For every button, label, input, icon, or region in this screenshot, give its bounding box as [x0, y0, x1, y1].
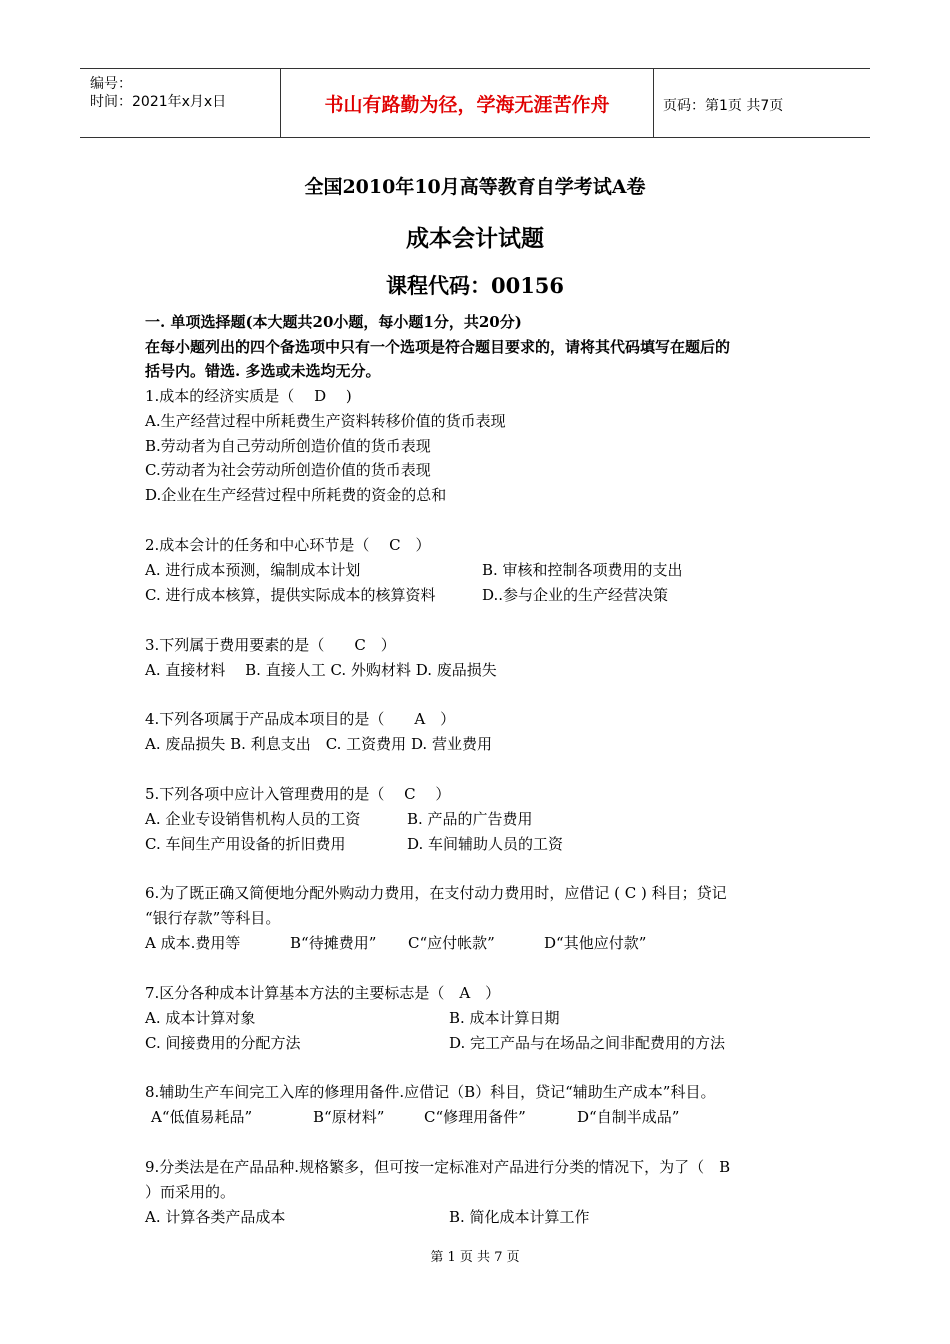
- q7-stem: 7.区分各种成本计算基本方法的主要标志是（ A ）: [145, 984, 501, 1002]
- q9-option-b: B. 简化成本计算工作: [449, 1208, 590, 1226]
- q5-option-c: C. 车间生产用设备的折旧费用: [145, 835, 346, 853]
- q5-stem: 5.下列各项中应计入管理费用的是（ C ）: [145, 785, 451, 803]
- q2-option-a: A. 进行成本预测，编制成本计划: [145, 561, 361, 579]
- q6-stem-line-1: 6.为了既正确又简便地分配外购动力费用，在支付动力费用时，应借记 ( C ) 科目；贷记: [145, 884, 727, 902]
- q1-option-a: A.生产经营过程中所耗费生产资料转移价值的货币表现: [145, 412, 506, 430]
- q2-option-b: B. 审核和控制各项费用的支出: [482, 561, 683, 579]
- q3-options: A. 直接材料 B. 直接人工 C. 外购材料 D. 废品损失: [145, 661, 497, 679]
- header-mid-cell: [280, 69, 654, 137]
- q5-option-b: B. 产品的广告费用: [407, 810, 533, 828]
- q4-options: A. 废品损失 B. 利息支出 C. 工资费用 D. 营业费用: [145, 735, 492, 753]
- q7-option-b: B. 成本计算日期: [449, 1009, 560, 1027]
- q1-option-c: C.劳动者为社会劳动所创造价值的货币表现: [145, 461, 431, 479]
- q5-option-d: D. 车间辅助人员的工资: [407, 835, 564, 853]
- motto: 书山有路勤为径，学海无涯苦作舟: [324, 94, 610, 116]
- q7-option-a: A. 成本计算对象: [145, 1009, 256, 1027]
- q3-stem: 3.下列属于费用要素的是（ C ）: [145, 636, 396, 654]
- q8-option-b: B“原材料”: [313, 1108, 385, 1126]
- q1-option-d: D.企业在生产经营过程中所耗费的资金的总和: [145, 486, 447, 504]
- number-label: 编号：: [90, 76, 132, 92]
- q5-option-a: A. 企业专设销售机构人员的工资: [145, 810, 361, 828]
- q1-option-b: B.劳动者为自己劳动所创造价值的货币表现: [145, 437, 431, 455]
- q6-option-d: D“其他应付款”: [544, 934, 647, 952]
- q2-stem: 2.成本会计的任务和中心环节是（ C ）: [145, 536, 431, 554]
- q2-option-c: C. 进行成本核算，提供实际成本的核算资料: [145, 586, 436, 604]
- q7-option-c: C. 间接费用的分配方法: [145, 1034, 301, 1052]
- q6-option-b: B“待摊费用”: [290, 934, 377, 952]
- q8-option-c: C“修理用备件”: [424, 1108, 526, 1126]
- course-code: 课程代码：00156: [385, 273, 565, 298]
- q2-option-d: D..参与企业的生产经营决策: [482, 586, 669, 604]
- header-right-cell: [653, 69, 870, 137]
- q6-stem-line-2: “银行存款”等科目。: [145, 909, 281, 927]
- q6-option-a: A 成本.费用等: [145, 934, 241, 952]
- q8-option-d: D“自制半成品”: [577, 1108, 680, 1126]
- page-footer: 第 1 页 共 7 页: [430, 1250, 520, 1265]
- header-left-cell: [80, 69, 280, 137]
- q4-stem: 4.下列各项属于产品成本项目的是（ A ）: [145, 710, 456, 728]
- q8-option-a: A“低值易耗品”: [151, 1108, 253, 1126]
- page-info: 页码：第1页 共7页: [663, 98, 784, 114]
- exam-title: 全国2010年10月高等教育自学考试A卷: [304, 176, 646, 198]
- section-heading: 一. 单项选择题(本大题共20小题，每小题1分，共20分): [145, 313, 522, 331]
- q9-option-a: A. 计算各类产品成本: [145, 1208, 286, 1226]
- q9-stem-line-2: ）而采用的。: [145, 1183, 236, 1201]
- q1-stem: 1.成本的经济实质是（ D ): [145, 387, 352, 405]
- instruction-line-1: 在每小题列出的四个备选项中只有一个选项是符合题目要求的，请将其代码填写在题后的: [145, 338, 731, 356]
- q8-stem: 8.辅助生产车间完工入库的修理用备件.应借记（B）科目，贷记“辅助生产成本”科目。: [145, 1083, 716, 1101]
- q7-option-d: D. 完工产品与在场品之间非配费用的方法: [449, 1034, 726, 1052]
- subject-title: 成本会计试题: [406, 225, 544, 252]
- q6-option-c: C“应付帐款”: [408, 934, 495, 952]
- time-label: 时间：2021年x月x日: [90, 94, 227, 110]
- q9-stem-line-1: 9.分类法是在产品品种.规格繁多，但可按一定标准对产品进行分类的情况下，为了（ B: [145, 1158, 731, 1176]
- instruction-line-2: 括号内。错选. 多选或未选均无分。: [145, 362, 381, 380]
- header-table: [80, 68, 870, 138]
